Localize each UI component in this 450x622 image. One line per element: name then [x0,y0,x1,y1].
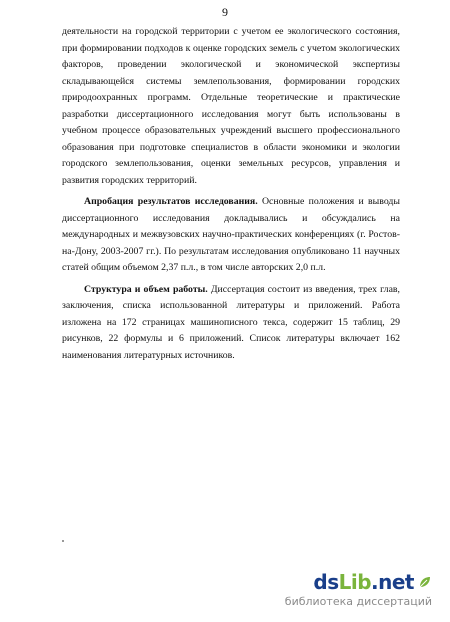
paragraph-continuation [62,24,400,189]
document-body [62,24,400,364]
paragraph-text: деятельности на городской территории с учетом ее экологического состояния, при формировании подходов к оценке городских земель с учетом экологических факторов, проведении экологической и экономической экспертизы складывающейся системы землепользования, формировании городских природоохранных программ. [62,26,400,103]
paragraph-text: Диссертация состоит из введения, трех глав, заключения, списка использованной литературы и приложений. Работа изложена на 172 страницах машинописного текса, содержит 15 таблиц, 29 рисунков, 22 формулы и 6 приложений. Список литературы включает 162 наименования литературных источников. [62,283,400,361]
section-heading: Структура и объем работы. [84,283,208,295]
paragraph-structure [62,282,400,365]
page-number: 9 [222,5,228,19]
watermark-logo-text: dsLib.net [313,570,414,594]
watermark-tagline: библиотека диссертаций [284,595,432,608]
watermark[interactable] [242,570,432,608]
leaf-icon [418,575,432,589]
section-heading: Апробация результатов исследования. [84,196,258,207]
scan-mark [62,540,64,542]
paragraph-approbation [62,194,400,277]
paragraph-text: Отдельные теоретические и практические разработки диссертационного исследования могут быть использованы в учебном процессе образовательных учреждений высшего профессионального образования при подготовке специалистов в области экономики и экологии городского землепользования, оценки земельных ресурсов, управления и развития городских территорий. [62,92,401,186]
watermark-logo [242,570,432,594]
paragraph-text: Основные положения и выводы диссертационного исследования докладывались и обсуждались на международных и межвузовских научно-практических конференциях (г. Ростов-на-Дону, 2003-2007 гг.). По результатам исследования опубликовано 11 научных статей общим объемом 2,37 п.л., в том числе авторских 2,0 п.л. [62,196,400,273]
